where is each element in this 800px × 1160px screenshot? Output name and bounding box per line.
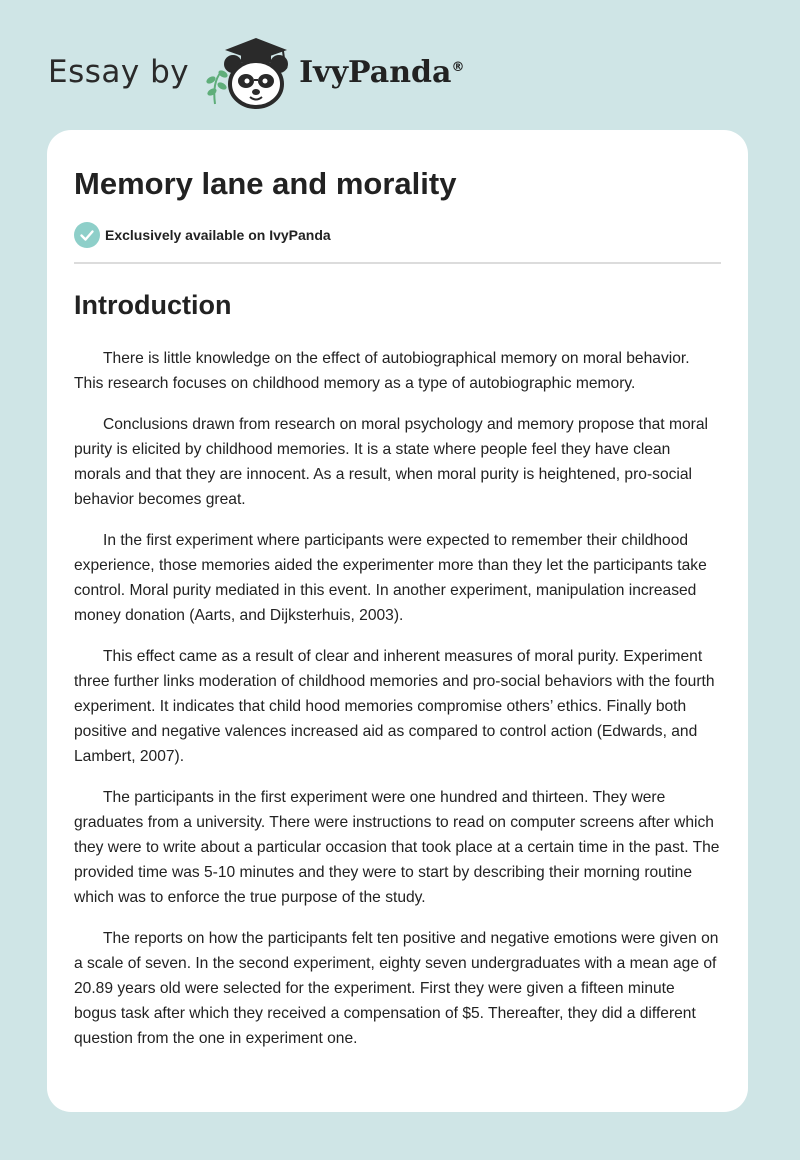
site-header bbox=[48, 34, 464, 110]
paragraph: There is little knowledge on the effect of autobiographical memory on moral behavior. This research focuses on childhood memory as a type of autobiographic memory. bbox=[74, 350, 690, 392]
brand-name[interactable] bbox=[299, 55, 464, 90]
paragraph: In the first experiment where participants were expected to remember their childhood experience, those memories aided the experimenter more than they let the participants take control. Moral purity mediated in this event. In another experiment, manipulation increased money donation (Aarts, and Dijksterhuis, 2003). bbox=[74, 532, 707, 624]
section-heading: Introduction bbox=[74, 290, 232, 320]
badge-label: Exclusively available on IvyPanda bbox=[105, 227, 331, 243]
divider bbox=[74, 262, 721, 264]
paragraph: The participants in the first experiment were one hundred and thirteen. They were graduates from a university. There were instructions to read on computer screens after which they were to write about a particular occasion that took place at a certain time in the past. The provided time was 5-10 minutes and they were to start by describing their morning routine which was to enforce the true purpose of the study. bbox=[74, 789, 720, 906]
registered-mark: ® bbox=[451, 59, 465, 75]
exclusive-badge bbox=[74, 222, 721, 248]
brand-prefix: Essay by bbox=[48, 54, 190, 90]
essay-body bbox=[74, 346, 721, 1051]
paragraph: Conclusions drawn from research on moral psychology and memory propose that moral purity is elicited by childhood memories. It is a state where people feel they have clean morals and that they are innocent. As a result, when moral purity is heightened, pro-social behavior becomes great. bbox=[74, 416, 708, 508]
panda-logo-icon[interactable] bbox=[203, 34, 299, 110]
paragraph: The reports on how the participants felt ten positive and negative emotions were given on a scale of seven. In the second experiment, eighty seven undergraduates with a mean age of 20.89 years old were selected for the experiment. First they were given a fifteen minute bogus task after which they received a compensation of $5. Thereafter, they did a different question from the one in experiment one. bbox=[74, 930, 719, 1047]
essay-card bbox=[47, 130, 748, 1112]
brand-name-text: IvyPanda bbox=[299, 54, 452, 90]
check-circle-icon bbox=[74, 222, 100, 248]
paragraph: This effect came as a result of clear and inherent measures of moral purity. Experiment three further links moderation of childhood memories and pro-social behaviors with the fourth experiment. It indicates that child hood memories compromise others’ ethics. Finally both positive and negative valences increased aid as compared to control action (Edwards, and Lambert, 2007). bbox=[74, 648, 715, 765]
page-title: Memory lane and morality bbox=[74, 166, 457, 201]
